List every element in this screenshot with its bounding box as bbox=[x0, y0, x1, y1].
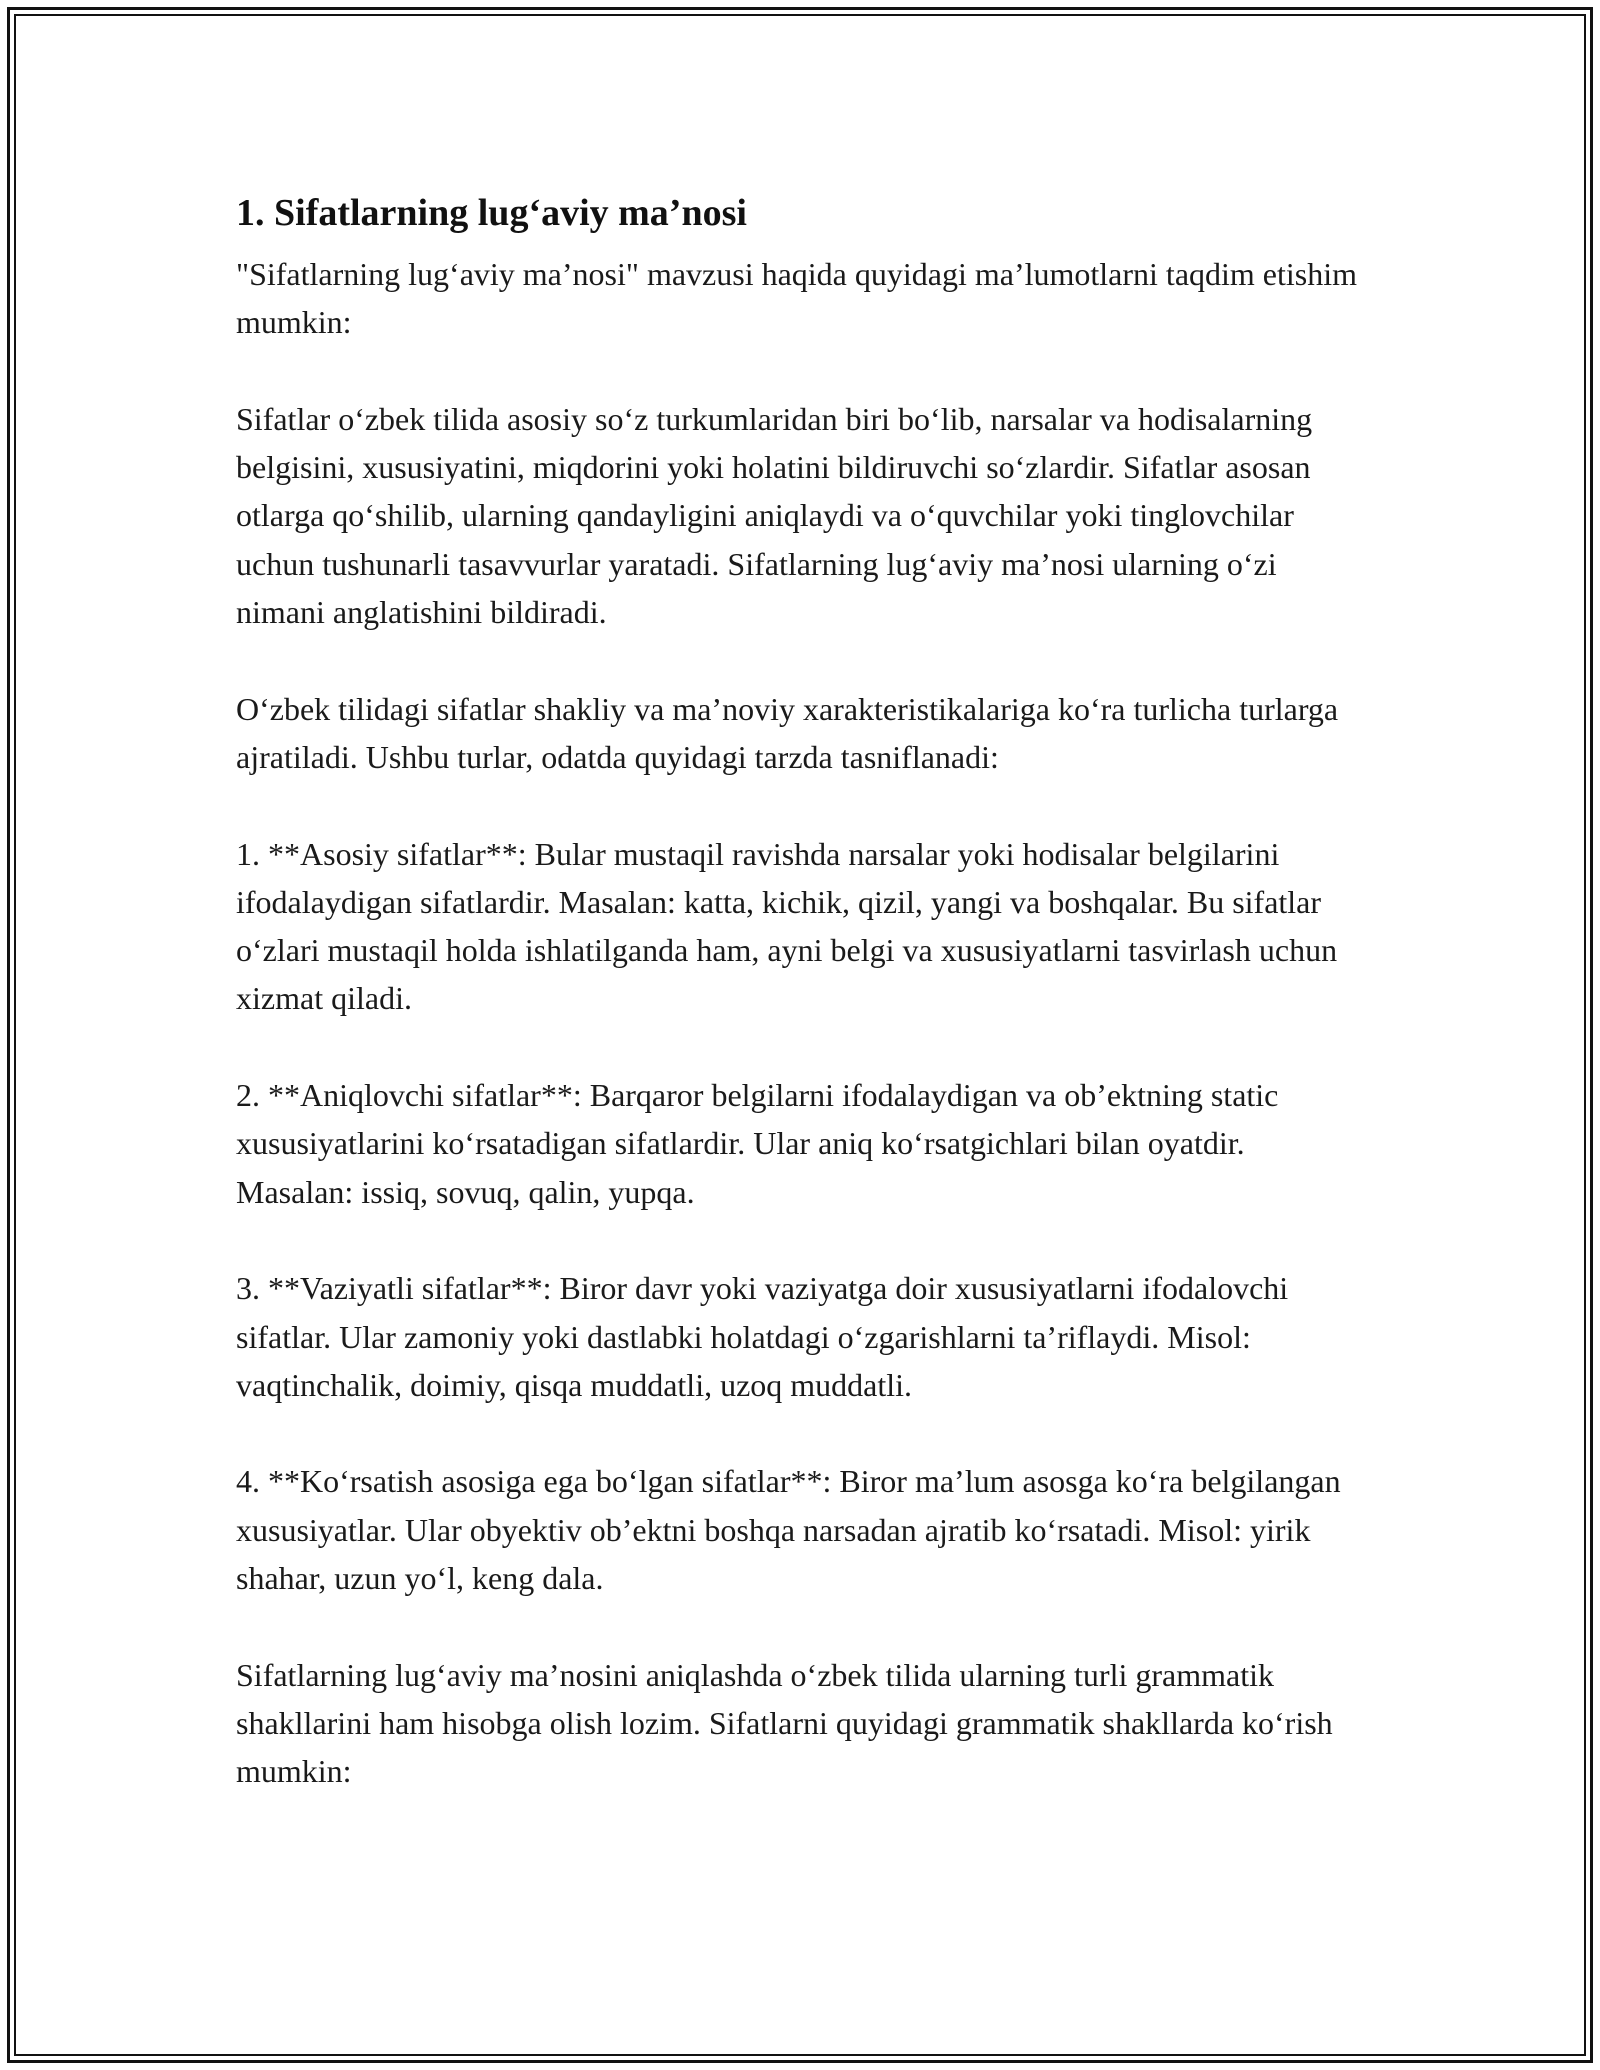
list-item-situational-adjectives: 3. **Vaziyatli sifatlar**: Biror davr yoki vaziyatga doir xususiyatlarni ifodalovchi sifatlar. Ular zamoniy yoki dastlabki holatdagi o‘zgarishlarni ta’riflaydi. Misol: vaqtinchalik, doimiy, qisqa muddatli, uzoq muddatli. bbox=[236, 1270, 1289, 1403]
intro-paragraph: "Sifatlarning lug‘aviy ma’nosi" mavzusi haqida quyidagi ma’lumotlarni taqdim etishim mumkin: bbox=[236, 256, 1358, 341]
list-item-qualifying-adjectives: 2. **Aniqlovchi sifatlar**: Barqaror belgilarni ifodalaydigan va ob’ektning static xususiyatlarini ko‘rsatadigan sifatlardir. Ular aniq ko‘rsatgichlari bilan oyatdir. Masalan: issiq, sovuq, qalin, yupqa. bbox=[236, 1077, 1279, 1210]
list-item-basic-adjectives: 1. **Asosiy sifatlar**: Bular mustaqil ravishda narsalar yoki hodisalar belgilarini ifodalaydigan sifatlardir. Masalan: katta, kichik, qizil, yangi va boshqalar. Bu sifatlar o‘zlari mustaqil holda ishlatilganda ham, ayni belgi va xususiyatlarni tasvirlash uchun xizmat qiladi. bbox=[236, 835, 1338, 1017]
classification-paragraph: O‘zbek tilidagi sifatlar shakliy va ma’noviy xarakteristikalariga ko‘ra turlicha turlarga ajratiladi. Ushbu turlar, odatda quyidagi tarzda tasniflanadi: bbox=[236, 690, 1339, 775]
document-body bbox=[236, 186, 1366, 1796]
closing-paragraph: Sifatlarning lug‘aviy ma’nosini aniqlashda o‘zbek tilida ularning turli grammatik shakllarini ham hisobga olish lozim. Sifatlarni quyidagi grammatik shakllarda ko‘rish mumkin: bbox=[236, 1656, 1333, 1790]
definition-paragraph: Sifatlar o‘zbek tilida asosiy so‘z turkumlaridan biri bo‘lib, narsalar va hodisalarning belgisini, xususiyatini, miqdorini yoki holatini bildiruvchi so‘zlardir. Sifatlar asosan otlarga qo‘shilib, ularning qandayligini aniqlaydi va o‘quvchilar yoki tinglovchilar uchun tushunarli tasavvurlar yaratadi. Sifatlarning lug‘aviy ma’nosi ularning o‘zi nimani anglatishini bildiradi. bbox=[236, 400, 1313, 631]
section-heading: 1. Sifatlarning lug‘aviy ma’nosi bbox=[236, 192, 747, 234]
list-item-indicative-adjectives: 4. **Ko‘rsatish asosiga ega bo‘lgan sifatlar**: Biror ma’lum asosga ko‘ra belgilangan xususiyatlar. Ular obyektiv ob’ektni boshqa narsadan ajratib ko‘rsatadi. Misol: yirik shahar, uzun yo‘l, keng dala. bbox=[236, 1463, 1341, 1597]
